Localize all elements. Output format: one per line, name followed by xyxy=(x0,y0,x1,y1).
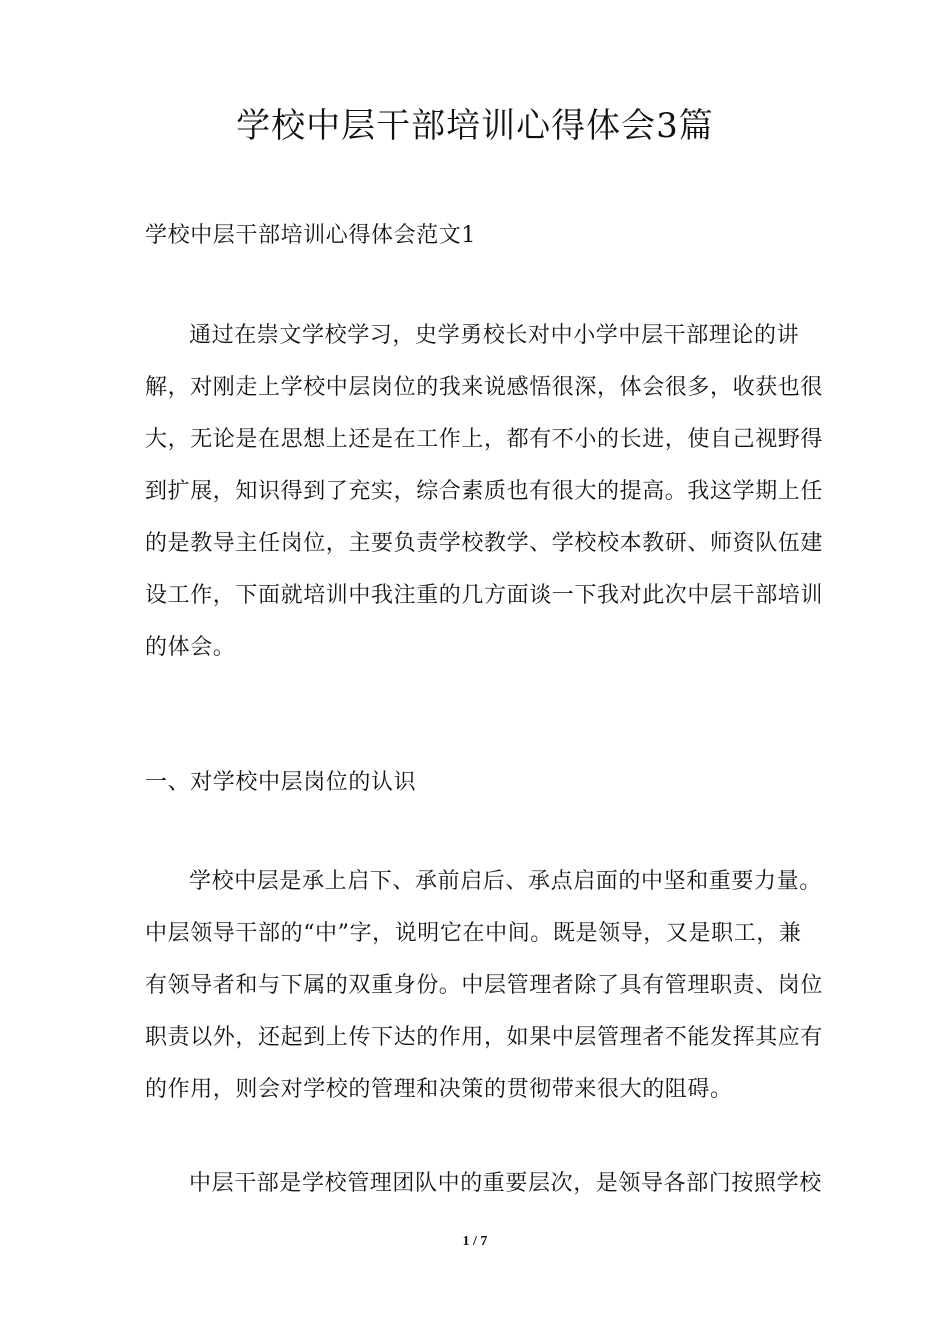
paragraph-line: 学校中层是承上启下、承前启后、承点启面的中坚和重要力量。 xyxy=(189,869,822,894)
paragraph-line: 中层干部是学校管理团队中的重要层次，是领导各部门按照学校 xyxy=(189,1171,822,1196)
paragraph-2 xyxy=(145,856,824,1116)
paragraph-line: 设工作，下面就培训中我注重的几方面谈一下我对此次中层干部培训 xyxy=(145,583,824,608)
paragraph-line: 通过在崇文学校学习，史学勇校长对中小学中层干部理论的讲 xyxy=(189,323,800,348)
paragraph-line: 到扩展，知识得到了充实，综合素质也有很大的提高。我这学期上任 xyxy=(145,479,824,504)
paragraph-line: 解，对刚走上学校中层岗位的我来说感悟很深，体会很多，收获也很 xyxy=(145,375,824,400)
document-title: 学校中层干部培训心得体会3篇 xyxy=(236,106,714,146)
paragraph-line: 职责以外，还起到上传下达的作用，如果中层管理者不能发挥其应有 xyxy=(145,1025,824,1050)
paragraph-line: 的作用，则会对学校的管理和决策的贯彻带来很大的阻碍。 xyxy=(145,1077,733,1102)
paragraph-1 xyxy=(145,310,824,674)
paragraph-line: 大，无论是在思想上还是在工作上，都有不小的长进，使自己视野得 xyxy=(145,427,824,452)
heading-text: 一、对学校中层岗位的认识 xyxy=(145,770,417,795)
subtitle-text: 学校中层干部培训心得体会范文1 xyxy=(145,223,476,248)
paragraph-line: 中层领导干部的“中”字，说明它在中间。既是领导，又是职工，兼 xyxy=(145,921,802,946)
paragraph-line: 有领导者和与下属的双重身份。中层管理者除了具有管理职责、岗位 xyxy=(145,973,824,998)
paragraph-3 xyxy=(145,1158,822,1210)
page-number: 1 / 7 xyxy=(462,1234,488,1249)
section-heading xyxy=(145,757,807,809)
section-subtitle xyxy=(145,210,807,262)
paragraph-line: 的体会。 xyxy=(145,635,236,660)
paragraph-line: 的是教导主任岗位，主要负责学校教学、学校校本教研、师资队伍建 xyxy=(145,531,824,556)
